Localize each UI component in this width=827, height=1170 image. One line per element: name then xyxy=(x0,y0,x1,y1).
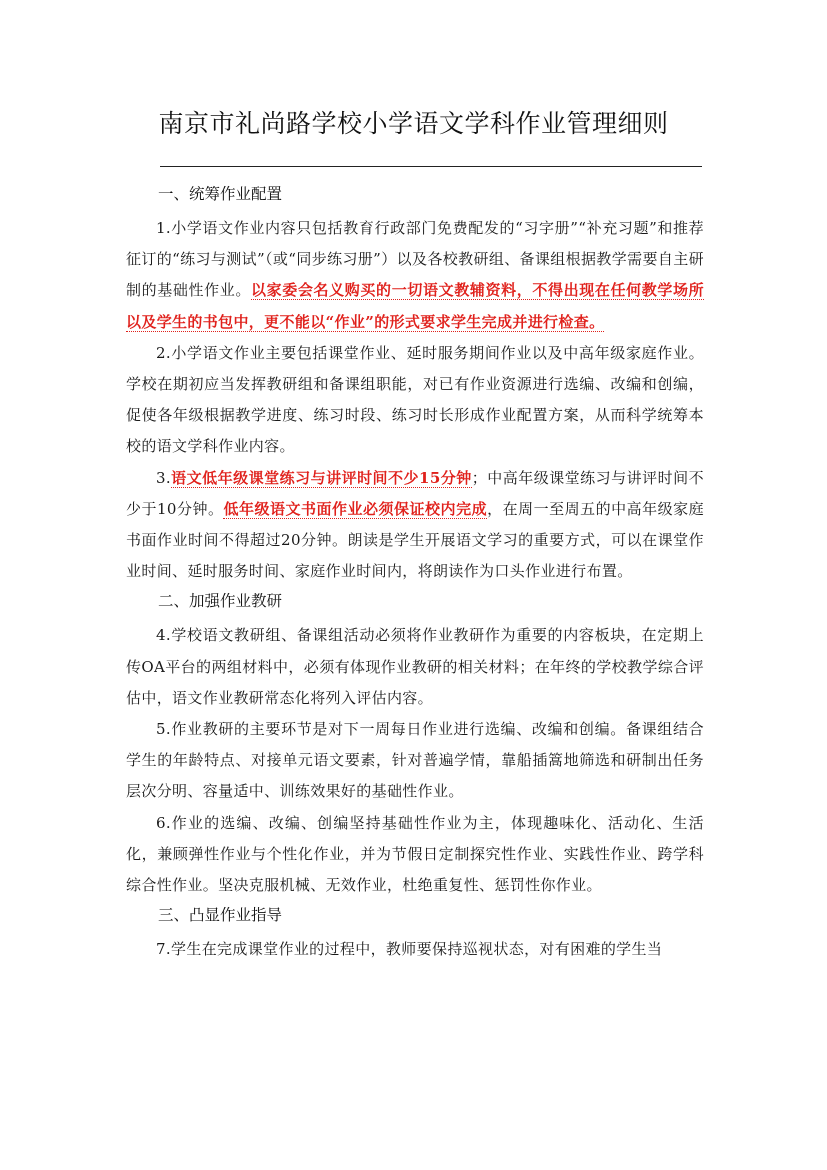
paragraph-6: 6.作业的选编、改编、创编坚持基础性作业为主，体现趣味化、活动化、生活化，兼顾弹性作业与个性化作业，并为节假日定制探究性作业、实践性作业、跨学科综合性作业。坚决克服机械、无效作业，杜绝重复性、惩罚性你作业。 xyxy=(126,813,704,895)
paragraph-3-end: ，在周一至周五的中高年级家庭书面作业时间不得超过20分钟。朗读是学生开展语文学习的重要方式，可以在课堂作业时间、延时服务时间、家庭作业时间内，将朗读作为口头作业进行布置。 xyxy=(126,499,704,581)
paragraph-1-text: 1.小学语文作业内容只包括教育行政部门免费配发的“习字册”“补充习题”和推荐征订的“练习与测试”（或“同步练习册”）以及各校教研组、备课组根据教学需要自主研制的基础性作业。 xyxy=(126,219,704,300)
paragraph-3-number: 3. xyxy=(156,468,172,487)
title-divider xyxy=(160,166,702,167)
section-heading-1: 一、统筹作业配置 xyxy=(158,185,283,203)
section-heading-3: 三、凸显作业指导 xyxy=(158,906,283,925)
section-heading-2: 二、加强作业教研 xyxy=(158,592,283,611)
paragraph-2: 2.小学语文作业主要包括课堂作业、延时服务期间作业以及中高年级家庭作业。学校在期初应当发挥教研组和备课组职能，对已有作业资源进行选编、改编和创编，促使各年级根据教学进度、练习时段、练习时长形成作业配置方案，从而科学统筹本校的语文学科作业内容。 xyxy=(126,343,704,456)
paragraph-1-highlight: 以家委会名义购买的一切语文教辅资料，不得出现在任何教学场所以及学生的书包中，更不能以“作业”的形式要求学生完成并进行检查。 xyxy=(126,281,704,331)
paragraph-1 xyxy=(126,213,704,338)
paragraph-5: 5.作业教研的主要环节是对下一周每日作业进行选编、改编和创编。备课组结合学生的年龄特点、对接单元语文要素，针对普遍学情，靠船插篙地筛选和研制出任务层次分明、容量适中、训练效果好的基础性作业。 xyxy=(126,720,704,801)
document-title: 南京市礼尚路学校小学语文学科作业管理细则 xyxy=(158,109,669,138)
paragraph-3 xyxy=(126,463,704,588)
document-body xyxy=(126,180,704,965)
paragraph-3-highlight-2: 低年级语文书面作业必须保证校内完成 xyxy=(223,499,488,518)
paragraph-3-middle: ；中高年级课堂练习与讲评时间不少于10分钟。 xyxy=(126,468,704,518)
paragraph-4: 4.学校语文教研组、备课组活动必须将作业教研作为重要的内容板块，在定期上传OA平台的两组材料中，必须有体现作业教研的相关材料；在年终的学校教学综合评估中，语文作业教研常态化将列入评估内容。 xyxy=(126,626,704,707)
paragraph-7: 7.学生在完成课堂作业的过程中，教师要保持巡视状态，对有困难的学生当 xyxy=(156,940,663,959)
paragraph-3-highlight-1: 语文低年级课堂练习与讲评时间不少15分钟 xyxy=(171,468,472,487)
